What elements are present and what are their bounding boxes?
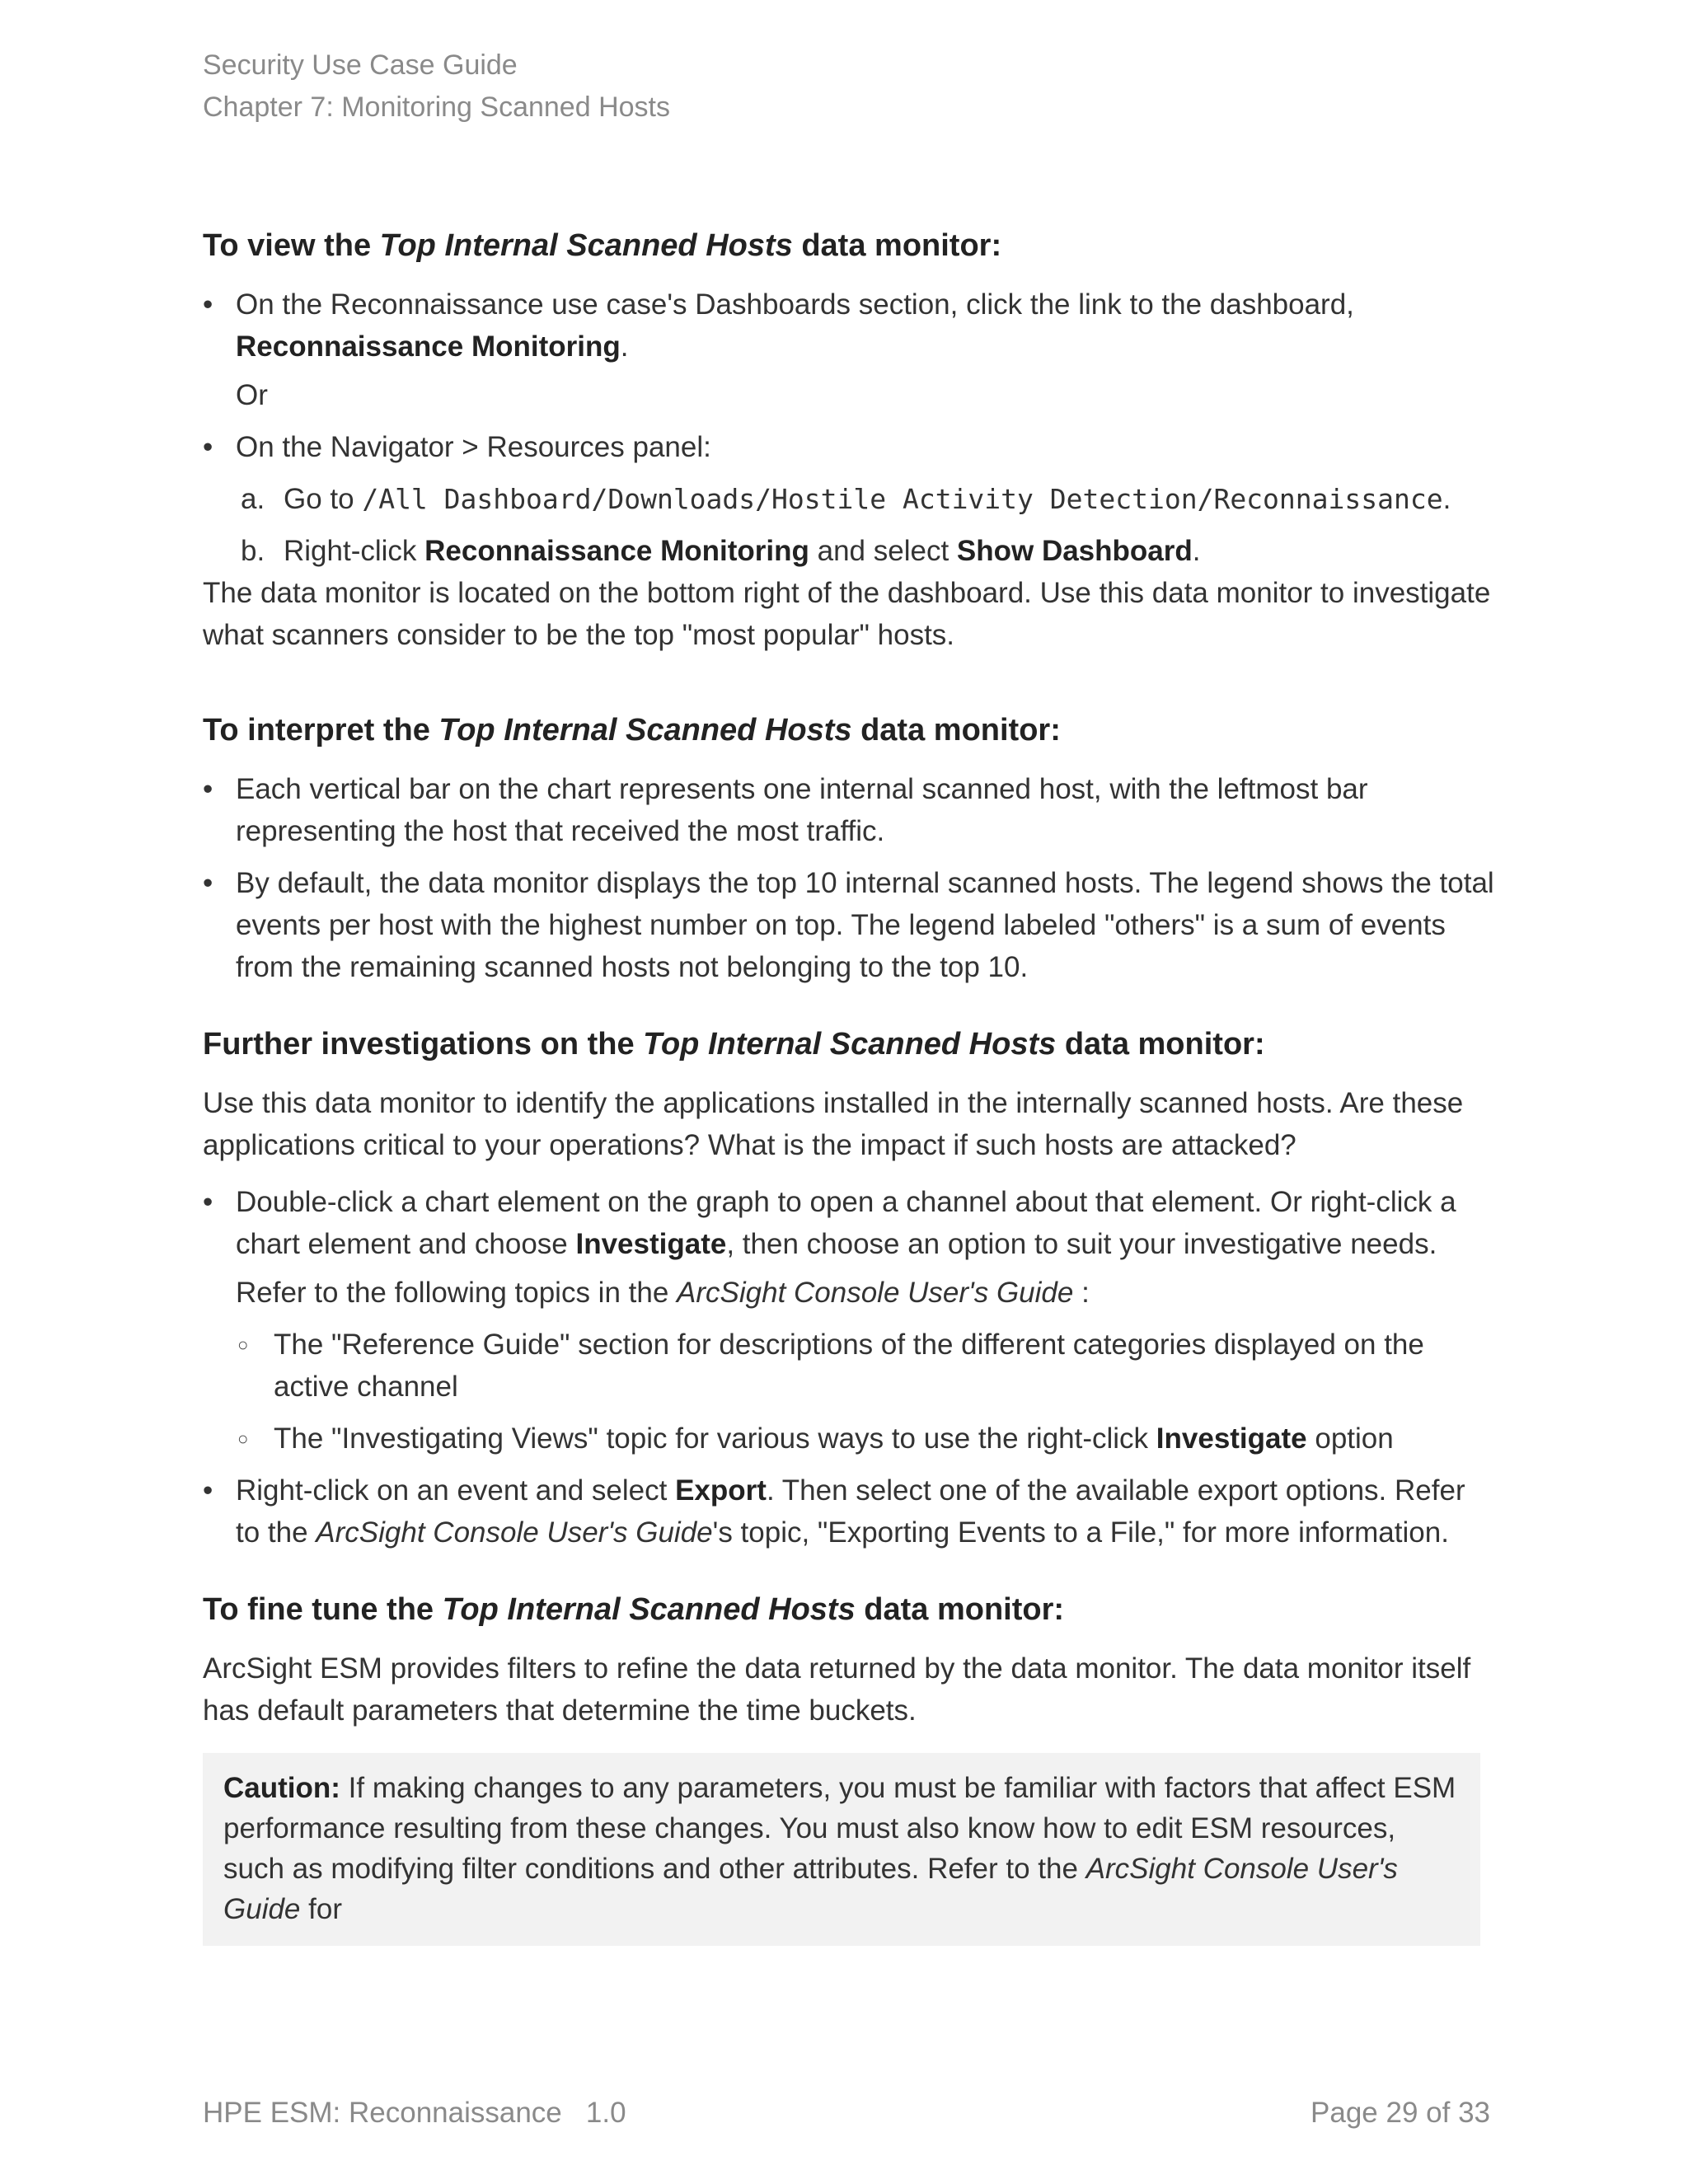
refer-text: Refer to the following topics in the ArcSight Console User's Guide : [236, 1277, 1090, 1309]
list-item: • By default, the data monitor displays the top 10 internal scanned hosts. The legend shows the total events per host with the highest number on top. The legend labeled "others" is a sum of events from the remaining scanned hosts not belonging to the top 10. [203, 862, 1497, 988]
list-item: • Right-click on an event and select Export. Then select one of the available export options. Refer to the ArcSight Console User's Guide's topic, "Exporting Events to a File," for more information. [203, 1469, 1497, 1554]
page-number: Page 29 of 33 [1311, 2097, 1490, 2129]
ordered-item-a: a. Go to /All Dashboard/Downloads/Hostile Activity Detection/Reconnaissance. [241, 483, 1451, 515]
sub-list-item: ○ The "Investigating Views" topic for various ways to use the right-click Investigate option [203, 1418, 1497, 1460]
heading-interpret: To interpret the Top Internal Scanned Hosts data monitor: [203, 713, 1061, 748]
heading-view: To view the Top Internal Scanned Hosts data monitor: [203, 228, 1002, 263]
sub-list-item: ○ The "Reference Guide" section for descriptions of the different categories displayed on the active channel [203, 1324, 1497, 1408]
resource-path: /All Dashboard/Downloads/Hostile Activity Detection/Reconnaissance [362, 483, 1443, 515]
caution-label: Caution: [223, 1772, 340, 1804]
list-item: • On the Reconnaissance use case's Dashboards section, click the link to the dashboard, Reconnaissance Monitoring. [203, 284, 1497, 368]
heading-finetune: To fine tune the Top Internal Scanned Hosts data monitor: [203, 1592, 1065, 1627]
list-item: • Each vertical bar on the chart represents one internal scanned host, with the leftmost bar representing the host that received the most traffic. [203, 768, 1497, 852]
caution-note: Caution: If making changes to any parameters, you must be familiar with factors that affect ESM performance resulting from these changes. You must also know how to edit ESM resources, such as modifying filter conditions and other attributes. Refer to the ArcSight Console User's Guide for [203, 1753, 1480, 1946]
paragraph: The data monitor is located on the bottom right of the dashboard. Use this data monitor to investigate what scanners consider to be the top "most popular" hosts. [203, 577, 1491, 651]
ordered-item-b: b. Right-click Reconnaissance Monitoring and select Show Dashboard. [241, 535, 1201, 567]
page-content [203, 223, 1497, 1946]
chapter-title: Chapter 7: Monitoring Scanned Hosts [203, 91, 670, 123]
paragraph: Use this data monitor to identify the applications installed in the internally scanned hosts. Are these applications critical to your operations? What is the impact if such hosts are attacked? [203, 1087, 1464, 1161]
running-header [203, 45, 670, 129]
or-text: Or [236, 379, 268, 411]
doc-title: Security Use Case Guide [203, 49, 518, 81]
list-item: • Double-click a chart element on the graph to open a channel about that element. Or right-click a chart element and choose Investigate, then choose an option to suit your investigative needs. [203, 1181, 1497, 1265]
heading-further: Further investigations on the Top Internal Scanned Hosts data monitor: [203, 1027, 1265, 1062]
paragraph: ArcSight ESM provides filters to refine the data returned by the data monitor. The data monitor itself has default parameters that determine the time buckets. [203, 1652, 1471, 1727]
list-item: • On the Navigator > Resources panel: [203, 426, 1497, 468]
footer-product: HPE ESM: Reconnaissance 1.0 [203, 2097, 626, 2129]
